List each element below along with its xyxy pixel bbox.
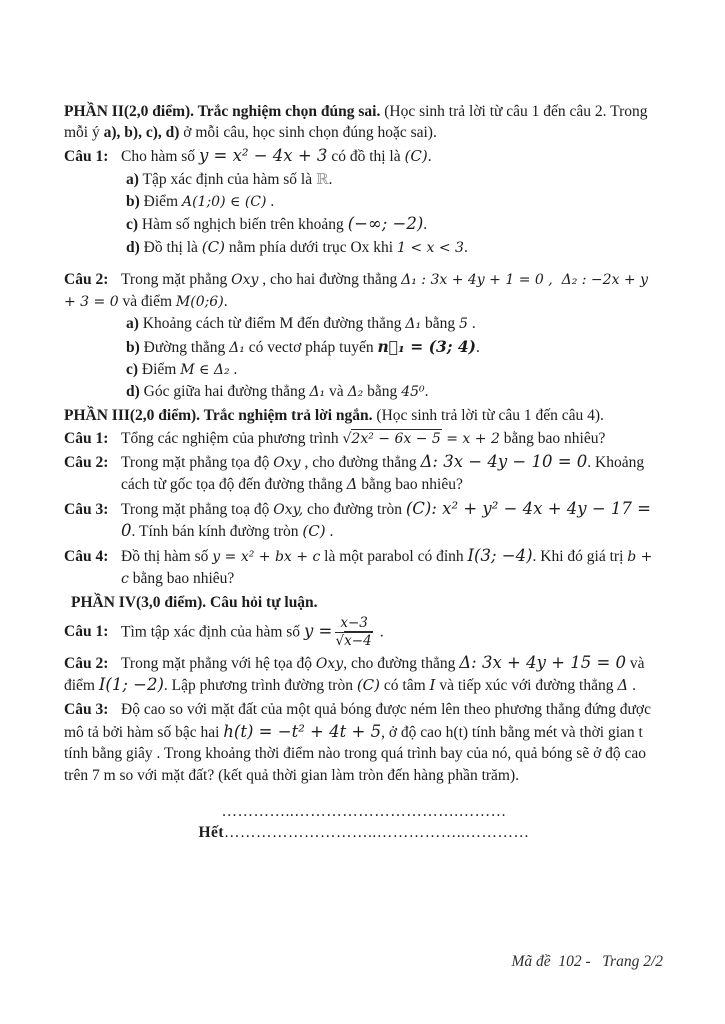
text-run: Tổng các nghiệm của phương trình — [121, 430, 343, 448]
item-label: d) — [126, 383, 140, 401]
part2-q2-item-d — [64, 381, 664, 402]
fraction-denominator — [336, 633, 373, 650]
end-label: Hết — [198, 824, 225, 842]
question-label: Câu 3: — [64, 701, 109, 719]
text-run: . — [475, 338, 480, 356]
document-body — [64, 101, 664, 845]
text-run: Điểm — [138, 360, 181, 378]
text-run: Điểm — [139, 192, 182, 210]
line-symbol: Δ — [617, 676, 629, 695]
text-run: . — [628, 677, 636, 695]
text-run: và điểm — [118, 292, 176, 310]
text-run: . — [325, 523, 334, 541]
text-run: Đồ thị là — [139, 239, 202, 257]
line-equation: Δ: 3x + 4y + 15 = 0 — [459, 652, 627, 672]
text-run: Khoảng cách từ điểm M đến đường thẳng — [138, 315, 406, 333]
text-run: . — [223, 292, 228, 310]
item-label: c) — [126, 216, 139, 234]
part3-question-1 — [64, 428, 664, 449]
text-run: , cho hai đường thẳng — [258, 271, 402, 289]
real-numbers-symbol: ℝ — [315, 169, 329, 188]
text-run: . Khoảng cách từ gốc tọa độ đến đường thẳng — [121, 454, 645, 494]
text-run: Trong mặt phẳng với hệ tọa độ — [121, 654, 316, 672]
function-lhs: y = — [303, 621, 333, 641]
item-label: d) — [126, 239, 140, 257]
part2-heading — [64, 101, 664, 144]
part2-q2-item-c — [64, 359, 664, 380]
text-run: . — [467, 315, 476, 333]
text-run: . Lập phương trình đường tròn — [163, 677, 357, 695]
line-symbol: Δ₂ — [347, 384, 364, 401]
text-run: Trong mặt phẳng — [121, 271, 232, 289]
text-run: bằng bao nhiêu? — [499, 430, 606, 448]
text-run: (Học sinh trả lời từ câu 1 đến câu 4). — [372, 406, 604, 424]
value: 5 — [459, 316, 468, 333]
equation-rhs: = x + 2 — [441, 431, 500, 448]
item-label: c) — [126, 360, 139, 378]
text-run: bằng bao nhiêu? — [128, 569, 235, 587]
question-label: Câu 1: — [64, 623, 109, 641]
text-run: bằng — [363, 383, 402, 401]
radicand: x−4 — [344, 633, 372, 650]
text-run: là một parabol có đỉnh — [320, 548, 468, 566]
text-run: Trong mặt phẳng tọa độ — [121, 454, 274, 472]
part2-question-1 — [64, 145, 664, 168]
circle-equation: (C): x² + y² − 4x + 4y − 17 = 0 — [121, 498, 657, 541]
text-run: . — [463, 239, 468, 257]
text-run: Độ cao so với mặt đất của một quả bóng được ném lên theo phương thẳng đứng được mô tả bởi hàm số bậc hai — [64, 701, 651, 741]
question-label: Câu 1: — [64, 430, 109, 448]
plane-name: Oxy — [315, 655, 344, 672]
item-label: b) — [126, 192, 140, 210]
fraction — [335, 616, 373, 650]
point-coordinates: I(1; −2) — [98, 675, 164, 695]
part2-q1-item-a — [64, 169, 664, 190]
text-run: . — [266, 192, 275, 210]
line-symbol: Δ — [346, 475, 358, 494]
text-run: . — [229, 360, 238, 378]
part3-heading-title: PHẦN III(2,0 điểm). Trắc nghiệm trả lời ngắn. — [64, 406, 373, 424]
expression: b + c — [121, 549, 657, 587]
text-run: Tập xác định của hàm số là — [138, 170, 316, 188]
question-label: Câu 2: — [64, 654, 109, 672]
text-run: và — [325, 383, 348, 401]
plane-name: Oxy — [231, 272, 259, 289]
plane-name: Oxy — [273, 455, 301, 472]
text-run: có đồ thị là — [327, 147, 405, 165]
part3-question-4 — [64, 545, 664, 589]
part4-question-3 — [64, 699, 664, 786]
curve-name: (C) — [302, 522, 326, 541]
part3-heading — [64, 405, 664, 426]
dots-right: ………………………..……………..………… — [224, 824, 530, 842]
text-run: . — [375, 623, 384, 641]
curve-name: (C) — [201, 238, 225, 257]
text-run: . Khi đó giá trị — [532, 548, 628, 566]
line-symbol: Δ₁ — [405, 316, 422, 333]
text-run: , cho đường thẳng — [300, 454, 421, 472]
part4-question-1 — [64, 616, 664, 650]
part2-q1-item-c — [64, 213, 664, 236]
text-run: cho đường tròn — [303, 500, 406, 518]
text-run: có vectơ pháp tuyến — [244, 338, 378, 356]
curve-name: (C) — [404, 146, 428, 165]
text-run: . — [424, 383, 429, 401]
part3-question-3 — [64, 498, 664, 544]
text-run: Đường thẳng — [139, 338, 230, 356]
parabola-equation: y = x² + bx + c — [212, 549, 321, 566]
inequality: 1 < x < 3 — [396, 240, 464, 257]
text-run: . — [328, 170, 333, 188]
text-run: bằng — [421, 315, 460, 333]
text-run: , cho đường thẳng — [343, 654, 460, 672]
plane-name: Oxy, — [273, 501, 304, 518]
line-equations: Δ₁ : 3x + 4y + 1 = 0 , Δ₂ : −2x + y + 3 = 0 — [64, 272, 653, 310]
line-symbol: Δ₁ — [229, 339, 245, 356]
equation: A(1;0) ∈ (C) — [181, 193, 267, 210]
text-run: Hàm số nghịch biến trên khoảng — [138, 216, 348, 234]
dots-left: …………..………………………….……… — [221, 803, 507, 821]
part4-question-2 — [64, 652, 664, 698]
part2-q1-item-b — [64, 191, 664, 212]
end-of-exam-line — [64, 801, 664, 844]
text-run: Góc giữa hai đường thẳng — [139, 383, 310, 401]
text-run: , ở độ cao h(t) tính bằng mét và thời gian t tính bằng giây . Trong khoảng thời điểm nào trong quá trình bay của nó, quả bóng sẽ ở độ cao trên 7 m so với mặt đất? (kết quả thời gian làm tròn đến hàng phần trăm). — [64, 723, 647, 784]
part2-question-2 — [64, 269, 664, 312]
line-equation: Δ: 3x − 4y − 10 = 0 — [420, 452, 588, 472]
radical-equation — [342, 429, 499, 447]
line-symbol: Δ₁ — [309, 384, 326, 401]
interval: (−∞; −2) — [347, 214, 424, 234]
text-run: có tâm — [380, 677, 430, 695]
radicand: 2x² − 6x − 5 — [351, 431, 441, 448]
question-label: Câu 2: — [64, 271, 109, 289]
vertex-coordinates: I(3; −4) — [467, 546, 533, 566]
question-label: Câu 4: — [64, 548, 109, 566]
item-label: a) — [126, 170, 139, 188]
part2-q2-item-a — [64, 313, 664, 334]
question-label: Câu 1: — [64, 147, 109, 165]
part4-heading-title: PHẦN IV(3,0 điểm). Câu hỏi tự luận. — [71, 594, 318, 612]
item-label: a) — [126, 315, 139, 333]
text-run: Tìm tập xác định của hàm số — [121, 623, 304, 641]
text-run: Đồ thị hàm số — [121, 548, 213, 566]
part2-q2-item-b — [64, 336, 664, 358]
membership-statement: M ∈ Δ₂ — [180, 361, 230, 378]
equation: y = x² − 4x + 3 — [198, 145, 328, 165]
text-run: bằng bao nhiêu? — [357, 476, 463, 494]
text-run: và tiếp xúc với đường thẳng — [435, 677, 618, 695]
text-run: . Tính bán kính đường tròn — [131, 523, 303, 541]
fraction-numerator: x−3 — [335, 616, 373, 634]
point-coordinates: M(0;6) — [175, 293, 224, 310]
part2-heading-title: PHẦN II(2,0 điểm). Trắc nghiệm chọn đúng sai. — [64, 103, 381, 120]
part4-heading — [64, 592, 664, 613]
text-run: Cho hàm số — [121, 147, 199, 165]
part2-q1-item-d — [64, 237, 664, 258]
normal-vector: n⃗₁ = (3; 4) — [377, 336, 476, 356]
text-run: . — [427, 147, 432, 165]
curve-name: (C) — [356, 676, 381, 695]
question-label: Câu 3: — [64, 500, 109, 518]
text-run: Trong mặt phẳng toạ độ — [121, 500, 274, 518]
text-run-bold: a), b), c), d) — [103, 124, 180, 142]
sqrt-sign: √ — [335, 633, 345, 650]
text-run: nằm phía dưới trục Ox khi — [224, 239, 397, 257]
page-footer: Mã đề 102 - Trang 2/2 — [511, 953, 663, 970]
question-label: Câu 2: — [64, 454, 109, 472]
item-label: b) — [126, 338, 140, 356]
text-run: và điểm — [64, 654, 645, 695]
text-run: . — [423, 216, 428, 234]
angle-value: 45⁰ — [401, 384, 425, 401]
text-run: (Học sinh trả lời từ câu 1 đến câu 2. Trong mỗi ý — [64, 103, 648, 142]
height-function: h(t) = −t² + 4t + 5 — [223, 721, 382, 741]
point-symbol: I — [429, 676, 436, 695]
sqrt-sign: √ — [342, 431, 352, 448]
text-run: ở mỗi câu, học sinh chọn đúng hoặc sai). — [179, 124, 437, 142]
part3-question-2 — [64, 451, 664, 495]
